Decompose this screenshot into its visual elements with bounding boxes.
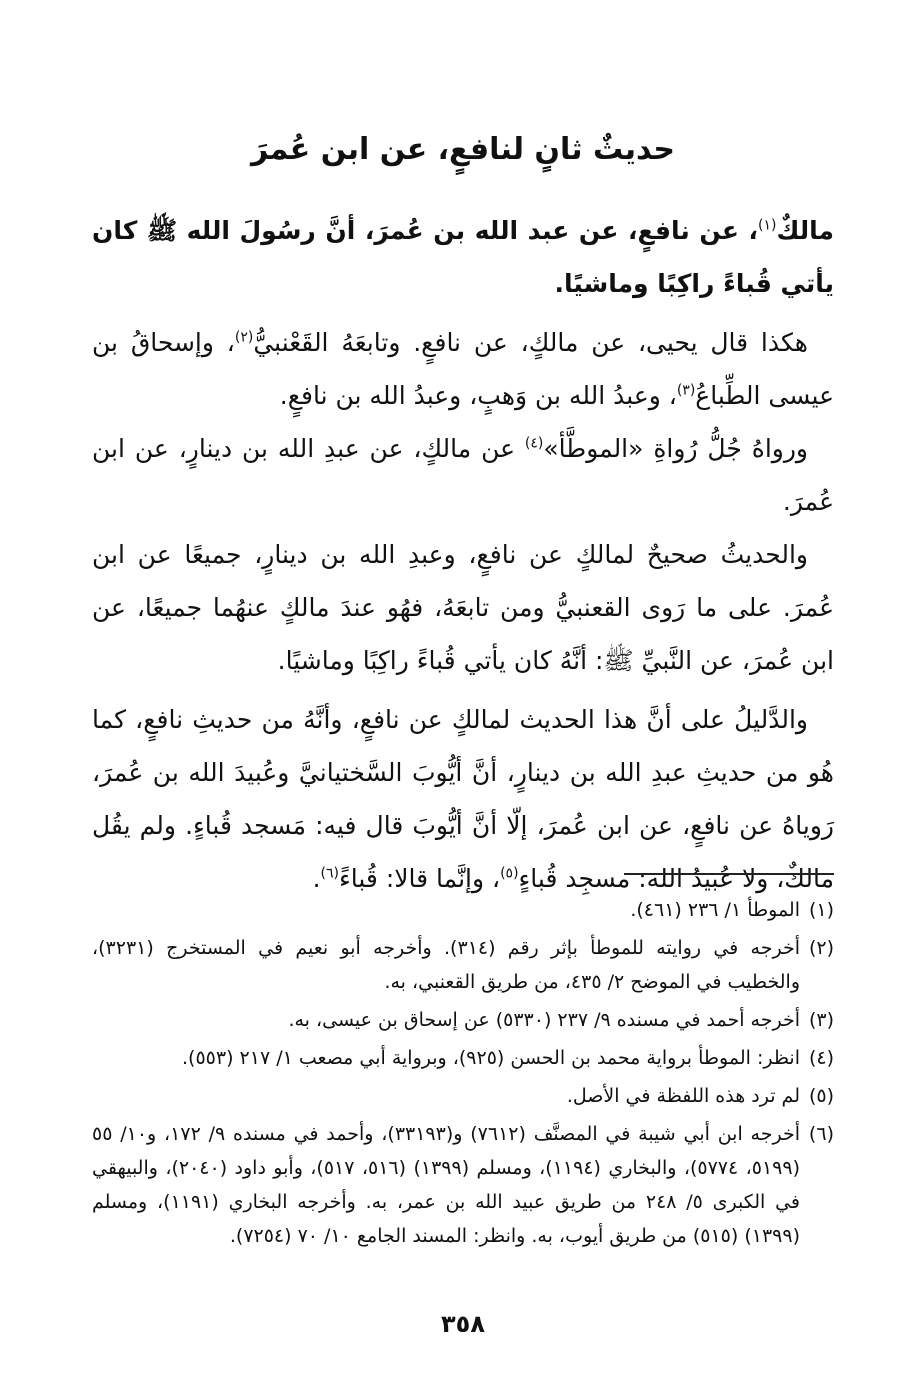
footnote-ref-1: (١) (757, 217, 777, 234)
footnote-number: (٥) (808, 1085, 834, 1107)
footnote-number: (٣) (808, 1009, 834, 1031)
paragraph-authenticity: والحديثُ صحيحٌ لمالكٍ عن نافعٍ، وعبدِ الله بن دينارٍ، جميعًا عن ابن عُمرَ. على ما رَوى القعنبيُّ ومن تابعَهُ، فهُو عندَ مالكٍ عنهُما جميعًا، عن ابن عُمرَ، عن النَّبيِّ ﷺ: أنَّهُ كان يأتي قُباءً راكِبًا وماشيًا. (92, 540, 834, 675)
footnote-item (92, 1079, 834, 1113)
footnote-text: أخرجه ابن أبي شيبة في المصنَّف (٧٦١٢) و(٣٣١٩٣)، وأحمد في مسنده ٩/ ١٧٢، و١٠/ ٥٥ (٥١٩٩، ٥٧٧٤)، والبخاري (١١٩٤)، ومسلم (١٣٩٩) (٥١٦، ٥١٧)، وأبو داود (٢٠٤٠)، والبيهقي في الكبرى ٥/ ٢٤٨ من طريق عبيد الله بن عمر، به. وأخرجه البخاري (١١٩١)، ومسلم (١٣٩٩) (٥١٥) من طريق أيوب، به. وانظر: المسند الجامع ١٠/ ٧٠ (٧٢٥٤). (92, 1123, 801, 1247)
paragraph-text: هكذا قال يحيى، عن مالكٍ، عن نافعٍ. وتابعَهُ القَعْنبيُّ (253, 328, 808, 357)
footnote-number: (٤) (808, 1047, 834, 1069)
footnote-item (92, 1041, 834, 1075)
footnote-text: أخرجه أحمد في مسنده ٩/ ٢٣٧ (٥٣٣٠) عن إسحاق بن عيسى، به. (288, 1009, 800, 1031)
footnote-ref-5: (٥) (500, 865, 519, 882)
footnote-divider (624, 873, 834, 875)
footnote-item (92, 931, 834, 999)
footnote-item (92, 1117, 834, 1253)
paragraph-text: ، وإسحاقُ بن عيسى الطِّباعُ (92, 328, 834, 410)
section-title: حديثٌ ثانٍ لنافعٍ، عن ابن عُمرَ (251, 132, 675, 167)
paragraph-text: والدَّليلُ على أنَّ هذا الحديث لمالكٍ عن نافعٍ، وأنَّهُ من حديثِ نافعٍ، كما هُو من حديثِ عبدِ الله بن دينارٍ، أنَّ أيُّوبَ السَّختيانيَّ وعُبيدَ الله بن عُمرَ، رَوياهُ عن نافعٍ، عن ابن عُمرَ، إلّا أنَّ أيُّوبَ قال فيه: مَسجد قُباءٍ. ولم يقُل مالكٌ، ولا عُبيدُ الله: مسجِد قُباءٍ (92, 705, 834, 893)
paragraph-text: مالكٌ (776, 216, 834, 245)
footnote-item (92, 893, 834, 927)
footnote-text: لم ترد هذه اللفظة في الأصل. (566, 1085, 800, 1107)
footnote-ref-2: (٢) (234, 329, 254, 346)
footnote-text: انظر: الموطأ برواية محمد بن الحسن (٩٢٥)، وبرواية أبي مصعب ١/ ٢١٧ (٥٥٣). (182, 1047, 800, 1069)
paragraph-text: ، وإنَّما قالا: قُباءً (339, 864, 501, 893)
paragraph-text: عن مالكٍ، عن عبدِ الله بن دينارٍ، عن ابن عُمرَ. (92, 434, 834, 516)
paragraph-text: ورواهُ جُلُّ رُواةِ «الموطَّأ» (543, 434, 808, 463)
paragraph-narrators (92, 316, 834, 422)
footnote-number: (٢) (808, 937, 834, 959)
footnotes-list (92, 893, 834, 1257)
paragraph-text: . (312, 864, 321, 893)
footnote-ref-4: (٤) (524, 435, 544, 452)
footnote-text: أخرجه في روايته للموطأ بإثر رقم (٣١٤). وأخرجه أبو نعيم في المستخرج (٣٢٣١)، والخطيب في الموضح ٢/ ٤٣٥، من طريق القعنبي، به. (92, 937, 800, 993)
footnote-number: (١) (808, 899, 834, 921)
footnote-text: الموطأ ١/ ٢٣٦ (٤٦١). (630, 899, 800, 921)
paragraph-text: ، وعبدُ الله بن وَهبٍ، وعبدُ الله بن نافعٍ. (279, 381, 677, 410)
footnote-item (92, 1003, 834, 1037)
footnote-ref-6: (٦) (320, 865, 339, 882)
paragraph-muwatta-narrators (92, 422, 834, 528)
paragraph-hadith (92, 204, 834, 310)
page-number: ٣٥٨ (441, 1310, 485, 1338)
footnote-ref-3: (٣) (676, 382, 696, 399)
main-text (92, 204, 834, 905)
book-page (92, 0, 834, 1375)
footnote-number: (٦) (808, 1123, 834, 1145)
paragraph-text: ، عن نافعٍ، عن عبد الله بن عُمرَ، أنَّ رسُولَ الله ﷺ كان يأتي قُباءً راكِبًا وماشيًا. (92, 216, 834, 298)
